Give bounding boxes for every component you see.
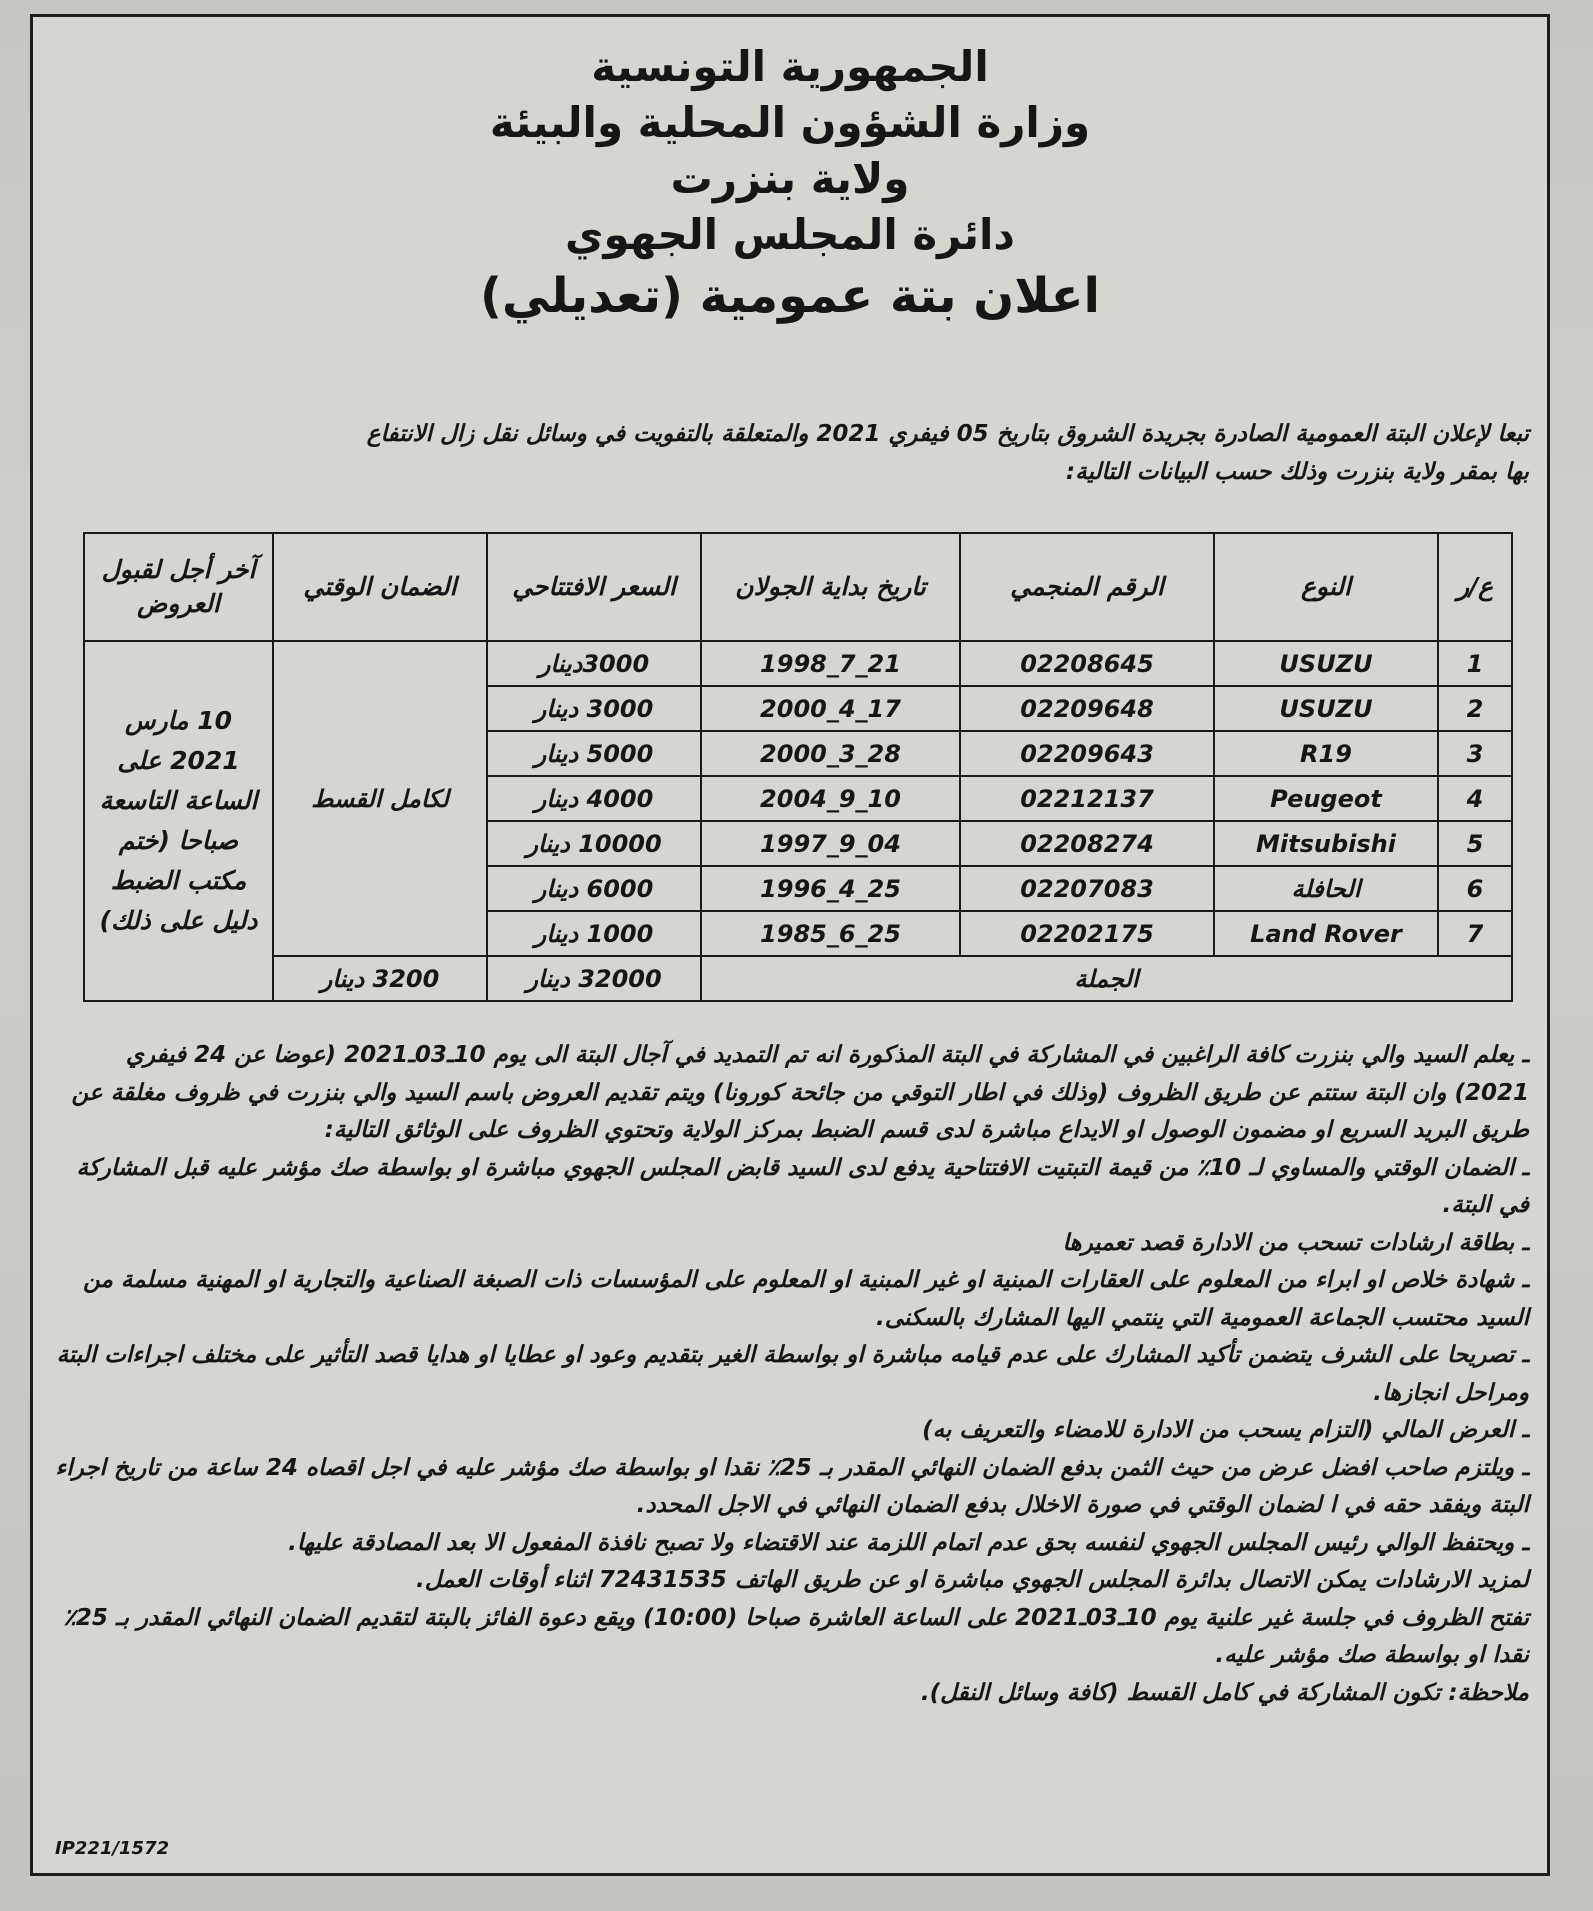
condition-paragraph: ـ شهادة خلاص او ابراء من المعلوم على العقارات المبنية او غير المبنية او المعلوم على المؤسسات ذات الصبغة الصناعية والتجارية او المهنية مسلمة من السيد محتسب الجماعة العمومية التي ينتمي اليها المشارك بالسكنى.	[83, 1267, 1529, 1331]
row-plate: 02208274	[960, 821, 1214, 866]
row-plate: 02208645	[960, 641, 1214, 686]
conditions-section	[51, 1037, 1529, 1712]
row-price: 1000 دينار	[487, 911, 701, 956]
row-plate: 02209643	[960, 731, 1214, 776]
row-num: 5	[1438, 821, 1512, 866]
row-type: USUZU	[1214, 686, 1438, 731]
condition-paragraph: ـ ويحتفظ الوالي رئيس المجلس الجهوي لنفسه بحق عدم اتمام اللزمة عند الاقتضاء ولا تصبح نافذة المفعول الا بعد المصادقة عليها.	[288, 1529, 1529, 1556]
intro-line-1: تبعا لإعلان البتة العمومية الصادرة بجريدة الشروق بتاريخ 05 فيفري 2021 والمتعلقة بالتفويت في وسائل نقل زال الانتفاع	[366, 421, 1529, 447]
reference-code: IP221/1572	[55, 1838, 170, 1859]
row-num: 2	[1438, 686, 1512, 731]
total-guarantee: 3200 دينار	[273, 956, 487, 1001]
table-row	[84, 641, 1512, 686]
row-price: 6000 دينار	[487, 866, 701, 911]
intro-line-2: بها بمقر ولاية بنزرت وذلك حسب البيانات التالية:	[1065, 459, 1529, 485]
row-price: 10000 دينار	[487, 821, 701, 866]
row-num: 7	[1438, 911, 1512, 956]
row-date: 28_3_2000	[701, 731, 960, 776]
col-plate: الرقم المنجمي	[960, 533, 1214, 641]
col-deadline: آخر أجل لقبول العروض	[84, 533, 273, 641]
condition-paragraph: ملاحظة: تكون المشاركة في كامل القسط (كافة وسائل النقل).	[920, 1679, 1529, 1706]
condition-paragraph: تفتح الظروف في جلسة غير علنية يوم 10ـ03ـ2021 على الساعة العاشرة صباحا (10:00) ويقع دعوة الفائز بالبتة لتقديم الضمان النهائي المقدر بـ 25٪ نقدا او بواسطة صك مؤشر عليه.	[63, 1604, 1529, 1668]
row-date: 25_6_1985	[701, 911, 960, 956]
notice-title: اعلان بتة عمومية (تعديلي)	[480, 268, 1100, 324]
header-republic: الجمهورية التونسية	[591, 42, 989, 91]
table-header-row	[84, 533, 1512, 641]
condition-paragraph: ـ يعلم السيد والي بنزرت كافة الراغبين في المشاركة في البتة المذكورة انه تم التمديد في آجال البتة الى يوم 10ـ03ـ2021 (عوضا عن 24 فيفري 2021) وان البتة ستتم عن طريق الظروف (وذلك في اطار التوقي من جائحة كورونا) ويتم تقديم العروض باسم السيد والي بنزرت في ظروف مغلقة عن طريق البريد السريع او مضمون الوصول او الايداع مباشرة لدى قسم الضبط بمركز الولاية وتحتوي الظروف على الوثائق التالية:	[71, 1042, 1529, 1143]
vehicles-table	[83, 532, 1513, 1002]
row-type: Peugeot	[1214, 776, 1438, 821]
col-num: ع/ر	[1438, 533, 1512, 641]
row-date: 21_7_1998	[701, 641, 960, 686]
row-plate: 02207083	[960, 866, 1214, 911]
condition-paragraph: ـ العرض المالي (التزام يسحب من الادارة للامضاء والتعريف به)	[922, 1417, 1529, 1443]
guarantee-cell: لكامل القسط	[273, 641, 487, 956]
col-price: السعر الافتتاحي	[487, 533, 701, 641]
total-price: 32000 دينار	[487, 956, 701, 1001]
row-price: 5000 دينار	[487, 731, 701, 776]
row-type: R19	[1214, 731, 1438, 776]
condition-paragraph: لمزيد الارشادات يمكن الاتصال بدائرة المجلس الجهوي مباشرة او عن طريق الهاتف 72431535 اثناء أوقات العمل.	[416, 1567, 1529, 1593]
row-num: 1	[1438, 641, 1512, 686]
intro-paragraph	[51, 415, 1529, 491]
row-type: الحافلة	[1214, 866, 1438, 911]
row-price: 3000دينار	[487, 641, 701, 686]
row-plate: 02212137	[960, 776, 1214, 821]
col-type: النوع	[1214, 533, 1438, 641]
table-total-row	[84, 956, 1512, 1001]
condition-paragraph: ـ تصريحا على الشرف يتضمن تأكيد المشارك على عدم قيامه مباشرة او بواسطة الغير بتقديم وعود او عطايا او هدايا قصد التأثير على مختلف اجراءات البتة ومراحل انجازها.	[56, 1342, 1529, 1406]
row-num: 3	[1438, 731, 1512, 776]
public-auction-notice	[30, 14, 1550, 1876]
header-department: دائرة المجلس الجهوي	[565, 210, 1015, 259]
condition-paragraph: ـ الضمان الوقتي والمساوي لـ 10٪ من قيمة التبتيت الافتتاحية يدفع لدى السيد قابض المجلس الجهوي مباشرة او بواسطة صك مؤشر عليه قبل المشاركة في البتة.	[76, 1154, 1529, 1218]
deadline-cell: 10 مارس 2021 على الساعة التاسعة صباحا (ختم مكتب الضبط دليل على ذلك)	[84, 641, 273, 1001]
row-type: USUZU	[1214, 641, 1438, 686]
row-date: 17_4_2000	[701, 686, 960, 731]
row-plate: 02202175	[960, 911, 1214, 956]
row-price: 4000 دينار	[487, 776, 701, 821]
condition-paragraph: ـ بطاقة ارشادات تسحب من الادارة قصد تعميرها	[1062, 1229, 1529, 1256]
condition-paragraph: ـ ويلتزم صاحب افضل عرض من حيث الثمن بدفع الضمان النهائي المقدر بـ 25٪ نقدا او بواسطة صك مؤشر عليه في اجل اقصاه 24 ساعة من تاريخ اجراء البتة ويفقد حقه في ا لضمان الوقتي في صورة الاخلال بدفع الضمان النهائي في الاجل المحدد.	[55, 1454, 1529, 1518]
header-governorate: ولاية بنزرت	[670, 154, 910, 203]
header-ministry: وزارة الشؤون المحلية والبيئة	[489, 98, 1091, 147]
row-date: 04_9_1997	[701, 821, 960, 866]
total-label: الجملة	[701, 956, 1512, 1001]
row-plate: 02209648	[960, 686, 1214, 731]
col-date: تاريخ بداية الجولان	[701, 533, 960, 641]
row-price: 3000 دينار	[487, 686, 701, 731]
notice-header	[33, 39, 1547, 329]
row-date: 25_4_1996	[701, 866, 960, 911]
row-date: 10_9_2004	[701, 776, 960, 821]
row-num: 4	[1438, 776, 1512, 821]
row-type: Land Rover	[1214, 911, 1438, 956]
col-guarantee: الضمان الوقتي	[273, 533, 487, 641]
row-num: 6	[1438, 866, 1512, 911]
row-type: Mitsubishi	[1214, 821, 1438, 866]
